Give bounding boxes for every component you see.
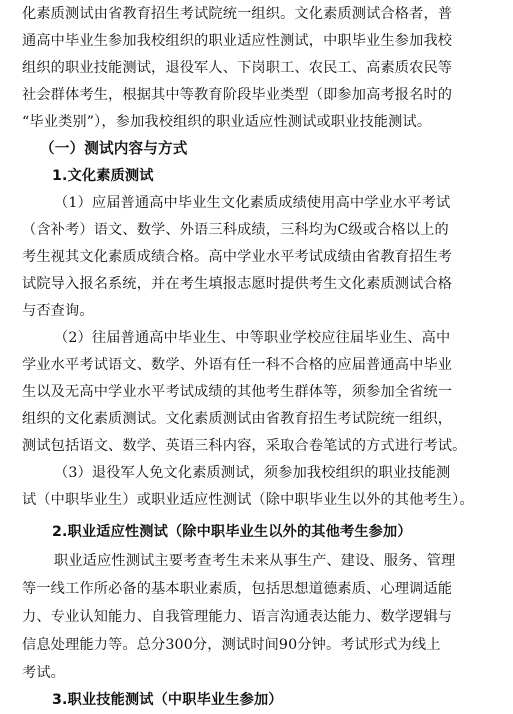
- paragraph-line: 考生视其文化素质成绩合格。高中学业水平考试成绩由省教育招生考: [22, 249, 453, 265]
- paragraph-line: 等一线工作所必备的基本职业素质，包括思想道德素质、心理调适能: [22, 581, 453, 597]
- paragraph-line: 测试包括语文、数学、英语三科内容，采取合卷笔试的方式进行考试。: [22, 438, 467, 454]
- paragraph-line: 考试。: [22, 665, 66, 681]
- subsection-heading: 3.职业技能测试（中职毕业生参加）: [52, 692, 283, 708]
- paragraph-line: 试（中职毕业生）或职业适应性测试（除中职毕业生以外的其他考生）。: [22, 492, 474, 508]
- paragraph-line: 组织的职业技能测试，退役军人、下岗职工、农民工、高素质农民等: [22, 60, 453, 76]
- paragraph-line: “毕业类别”），参加我校组织的职业适应性测试或职业技能测试。: [22, 114, 432, 130]
- paragraph-line: 试院导入报名系统，并在考生填报志愿时提供考生文化素质测试合格: [22, 276, 453, 292]
- paragraph-line: （3）退役军人免文化素质测试，须参加我校组织的职业技能测: [54, 465, 451, 481]
- subsection-heading: 1.文化素质测试: [52, 168, 154, 184]
- paragraph-line: 信息处理能力等。总分300分，测试时间90分钟。考试形式为线上: [22, 637, 441, 653]
- paragraph-line: （1）应届普通高中毕业生文化素质成绩使用高中学业水平考试: [54, 195, 451, 211]
- paragraph-line: 社会群体考生，根据其中等教育阶段毕业类型（即参加高考报名时的: [22, 87, 453, 103]
- paragraph-line: 化素质测试由省教育招生考试院统一组织。文化素质测试合格者，普: [22, 6, 453, 22]
- section-heading: （一）测试内容与方式: [40, 140, 188, 157]
- paragraph-line: 力、专业认知能力、自我管理能力、语言沟通表达能力、数学逻辑与: [22, 609, 453, 625]
- paragraph-line: 生以及无高中学业水平考试成绩的其他考生群体等，须参加全省统一: [22, 384, 453, 400]
- paragraph-line: （含补考）语文、数学、外语三科成绩，三科均为C级或合格以上的: [22, 222, 449, 238]
- paragraph-line: 学业水平考试语文、数学、外语有任一科不合格的应届普通高中毕业: [22, 357, 453, 373]
- paragraph-line: 组织的文化素质测试。文化素质测试由省教育招生考试院统一组织，: [22, 411, 453, 427]
- paragraph-line: （2）往届普通高中毕业生、中等职业学校应往届毕业生、高中: [54, 330, 451, 346]
- subsection-heading: 2.职业适应性测试（除中职毕业生以外的其他考生参加）: [52, 524, 412, 540]
- paragraph-line: 通高中毕业生参加我校组织的职业适应性测试，中职毕业生参加我校: [22, 33, 453, 49]
- paragraph-line: 职业适应性测试主要考查考生未来从事生产、建设、服务、管理: [54, 553, 456, 569]
- paragraph-line: 与否查询。: [22, 303, 94, 319]
